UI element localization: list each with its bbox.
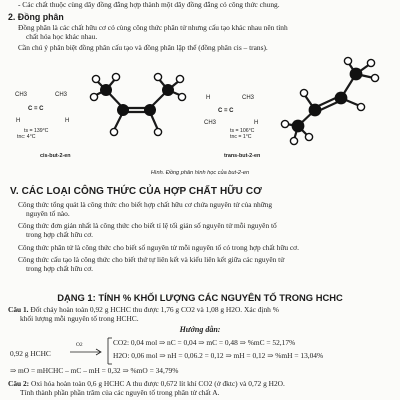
cis-caption: cis-but-2-en [40,153,71,159]
formula-bullet-1-cont: nguyên tố nào. [26,209,70,218]
dang-1-title: DẠNG 1: TÍNH % KHỐI LƯỢNG CÁC NGUYÊN TỐ TRONG HCHC [57,292,343,303]
trans-ch3-top: CH3 [242,95,255,101]
cau-1-text: Đốt cháy hoàn toàn 0,92 g HCHC thu được 1,76 g CO2 và 1,08 g H2O. Xác định % [28,305,279,314]
cis-h-right: H [65,118,70,124]
isomer-bullet-1-cont: chất hóa học khác nhau. [26,32,98,41]
cau-2-label: Câu 2: [8,379,30,388]
formula-bullet-2: Công thức đơn giản nhất là công thức cho biết tỉ lệ tối giản số nguyên tử mỗi nguyên tố [18,221,277,230]
cis-ts: ts = 139°C [24,128,49,134]
trans-caption: trans-but-2-en [224,153,261,159]
formula-bullet-3: Công thức phân tử là công thức cho biết số nguyên tử mỗi nguyên tố có trong hợp chất hữu cơ. [18,243,299,252]
trans-ball-stick-model [276,54,388,156]
solution-bracket [106,337,112,365]
formula-bullet-1: Công thức tổng quát là công thức cho biết hợp chất hữu cơ chứa nguyên tử của những [18,200,273,209]
top-line: - Các chất thuộc cùng dãy đồng đẳng hợp thành một dãy đồng đẳng có công thức chung. [18,0,280,9]
solution-arrow [70,348,104,356]
cau-2-line-2: Tính thành phần phần trăm của các nguyên tố trong phân tử chất A. [20,388,220,397]
cau-1-label: Câu 1. [8,305,29,314]
trans-ch3-bot: CH3 [204,120,217,126]
cis-h-left: H [16,118,21,124]
trans-tnc: tnc = 1°C [230,134,252,140]
solution-co2-line: CO2: 0,04 mol ⇒ nC = 0,04 ⇒ mC = 0,48 ⇒ %mC = 52,17% [113,338,296,347]
figure-caption: Hình. Đồng phân hình học của but-2-en [150,170,250,176]
cau-1-line-2: khối lượng mỗi nguyên tố trong HCHC. [20,314,139,323]
cis-ball-stick-model [88,68,188,153]
isomer-bullet-1: Đồng phân là các chất hữu cơ có cùng công thức phân tử nhưng cấu tạo khác nhau nên tính [18,23,288,32]
solution-oxygen-line: ⇒ mO = mHCHC – mC – mH = 0,32 ⇒ %mO = 34,79% [10,366,179,375]
trans-h-bot: H [254,120,259,126]
isomer-figure [0,58,400,170]
isomer-bullet-2: Cần chú ý phân biệt đồng phân cấu tạo và đồng phân lập thể (đồng phân cis – trans). [18,43,268,52]
cis-ch3-right: CH3 [55,92,68,98]
huong-dan-heading: Hướng dẫn: [179,325,221,334]
formula-bullet-4: Công thức cấu tạo là công thức cho biết thứ tự liên kết và kiểu liên kết giữa các nguyên tử [18,255,285,264]
trans-ts: ts = 106°C [230,128,255,134]
section-2-heading: 2. Đồng phân [8,12,64,22]
cau-2-text: Oxi hóa hoàn toàn 0,6 g HCHC A thu được 0,672 lít khí CO2 (ở đktc) và 0,72 g H2O. [29,379,285,388]
solution-left: 0,92 g HCHC [10,349,51,358]
trans-h-top: H [206,95,211,101]
cis-ch3-left: CH3 [15,92,28,98]
section-5-title: V. CÁC LOẠI CÔNG THỨC CỦA HỢP CHẤT HỮU CƠ [10,186,262,197]
trans-c-eq-c: C = C [218,108,234,114]
formula-bullet-4-cont: trong hợp chất hữu cơ. [26,264,94,273]
cis-tnc: tnc: 4°C [17,134,36,140]
solution-arrow-label: O2 [76,342,83,348]
solution-h2o-line: H2O: 0,06 mol ⇒ nH = 0,06.2 = 0,12 ⇒ mH = 0,12 ⇒ %mH = 13,04% [113,351,324,360]
cis-c-eq-c: C = C [28,106,44,112]
formula-bullet-2-cont: trong hợp chất hữu cơ. [26,230,94,239]
